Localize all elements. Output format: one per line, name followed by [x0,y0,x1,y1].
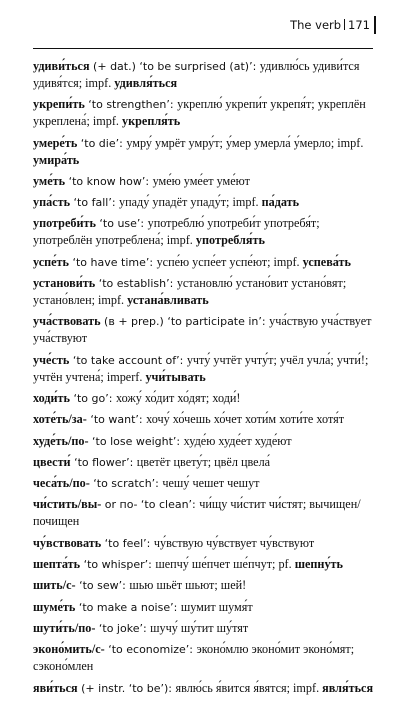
entry-forms: шумит шумя́т [180,599,253,614]
verb-entry [33,599,375,616]
entry-gloss: ‘to flower’: [70,455,137,469]
entry-gloss: ‘to strengthen’: [84,98,178,112]
verb-entry [33,535,375,552]
entry-cross-reference: шепну́ть [294,557,343,572]
entry-headword: укрепи́ть [33,97,85,112]
verb-entry [33,96,375,130]
verb-entry [33,313,375,347]
entry-gloss: ‘to joke’: [95,621,151,635]
entry-headword: шути́ть/по- [33,620,96,635]
entry-headword: употреби́ть [33,216,96,231]
verb-entry [33,194,375,211]
entry-headword: цвести́ [33,454,71,469]
verb-entry [33,215,375,249]
verb-entry [33,173,375,190]
entry-forms: укреплю́ укрепи́т укрепя́т; укреплён укреплена́; impf. [33,97,366,129]
entry-headword: уче́сть [33,352,70,367]
entry-forms: хочу́ хо́чешь хо́чет хоти́м хоти́те хотя́т [146,412,345,427]
verb-entry [33,254,375,271]
entry-gloss: ‘to have time’: [69,255,157,269]
verb-entry [33,390,375,407]
entry-gloss: (+ dat.) ‘to be surprised (at)’: [89,60,260,73]
entry-headword: установи́ть [33,276,96,291]
entry-gloss: or по- ‘to clean’: [101,498,200,512]
entry-forms: чу́вствую чу́вствует чу́вствуют [153,535,315,550]
entry-gloss: ‘to economize’: [104,643,197,657]
verb-entry [33,556,375,573]
entry-cross-reference: устана́вливать [127,293,209,308]
entry-headword: шить/с- [33,578,76,593]
entry-gloss: ‘to establish’: [95,277,177,291]
entry-cross-reference: удивля́ться [114,76,178,90]
header-separator [344,19,345,30]
entry-headword: уча́ствовать [33,314,101,329]
entry-headword: удиви́ться [33,59,90,73]
entry-headword: ходи́ть [33,390,70,405]
verb-entry [33,411,375,428]
entry-headword: яви́ться [33,680,78,695]
entry-gloss: ‘to know how’: [65,174,153,188]
verb-entry [33,433,375,450]
verb-entry [33,352,375,386]
entry-cross-reference: явля́ться [322,680,374,695]
running-header-title: The verb [290,18,342,32]
entry-headword: шуме́ть [33,599,76,614]
entry-gloss: ‘to use’: [95,217,148,231]
entry-cross-reference: успева́ть [302,254,351,269]
entry-gloss: ‘to fall’: [70,196,120,210]
entry-forms: уча́ствую уча́ствует уча́ствуют [33,314,372,346]
entry-forms: худе́ю худе́ет худе́ют [183,433,292,448]
entry-cross-reference: учи́тывать [145,369,206,384]
entry-headword: худе́ть/по- [33,433,89,448]
entry-headword: хоте́ть/за- [33,412,87,427]
entry-forms: учту́ учтёт учту́т; учёл учла́; учти́!; учтён учтена́; imperf. [33,352,369,384]
verb-entry-list [33,58,375,701]
page-number: 171 [348,18,370,32]
entry-forms: шучу́ шу́тит шу́тят [150,620,249,635]
entry-gloss: ‘to feel’: [101,536,154,550]
entry-gloss: ‘to lose weight’: [88,434,184,448]
entry-gloss: ‘to whisper’: [80,558,156,572]
running-header [290,16,376,34]
entry-gloss: ‘to sew’: [75,579,130,593]
entry-gloss: ‘to want’: [86,413,147,427]
entry-forms: чи́щу чи́стит чи́стят; вычищен/почищен [33,497,361,529]
entry-forms: шепчу́ ше́пчет ше́пчут; pf. [155,557,295,572]
entry-forms: цветёт цвету́т; цвёл цвела́ [136,454,271,469]
entry-gloss: (+ instr. ‘to be’): [77,681,176,695]
entry-forms: явлю́сь я́вится я́вятся; impf. [175,680,323,695]
verb-entry [33,641,375,675]
entry-headword: успе́ть [33,254,69,269]
entry-forms: эконо́млю эконо́мит эконо́мят; сэконо́млен [33,642,355,674]
entry-gloss: ‘to scratch’: [89,477,163,491]
entry-headword: шепта́ть [33,557,81,572]
entry-cross-reference: укрепля́ть [122,114,181,129]
verb-entry [33,454,375,471]
entry-headword: эконо́мить/с- [33,642,105,657]
entry-forms: употреблю́ употреби́т употребя́т; употреблён употреблена́; impf. [33,216,320,248]
verb-entry [33,275,375,309]
entry-headword: чи́стить/вы- [33,497,102,512]
entry-headword: чу́вствовать [33,535,102,550]
verb-entry [33,475,375,492]
verb-entry [33,577,375,594]
entry-forms: установлю́ устано́вит устано́вят; устано́влен; impf. [33,276,347,308]
entry-forms: шью шьёт шьют; шей! [129,578,247,593]
entry-headword: уме́ть [33,173,66,188]
verb-entry [33,58,375,92]
entry-forms: удивлю́сь удиви́тся удивя́тся; impf. [33,59,360,90]
entry-cross-reference: па́дать [261,195,300,210]
entry-headword: чеса́ть/по- [33,476,90,491]
verb-entry [33,620,375,637]
entry-headword: упа́сть [33,195,71,210]
verb-entry [33,496,375,530]
entry-gloss: (в + prep.) ‘to participate in’: [100,315,270,329]
entry-cross-reference: употребля́ть [195,233,265,248]
entry-forms: хожу́ хо́дит хо́дят; ходи́! [115,390,241,405]
entry-headword: умере́ть [33,135,78,150]
header-bar [374,16,376,34]
verb-entry [33,680,375,697]
entry-forms: умру́ умрёт умру́т; у́мер умерла́ у́мерло; impf. [126,135,364,150]
entry-forms: упаду́ упадёт упаду́т; impf. [119,195,262,210]
entry-gloss: ‘to make a noise’: [75,600,181,614]
entry-gloss: ‘to die’: [77,136,127,150]
entry-cross-reference: умира́ть [33,152,80,167]
header-rule [33,48,373,49]
entry-gloss: ‘to take account of’: [69,353,187,367]
entry-forms: чешу́ чешет чешут [162,476,260,491]
entry-gloss: ‘to go’: [70,391,116,405]
entry-forms: уме́ю уме́ет уме́ют [152,173,250,188]
entry-forms: успе́ю успе́ет успе́ют; impf. [156,254,303,269]
verb-entry [33,135,375,169]
